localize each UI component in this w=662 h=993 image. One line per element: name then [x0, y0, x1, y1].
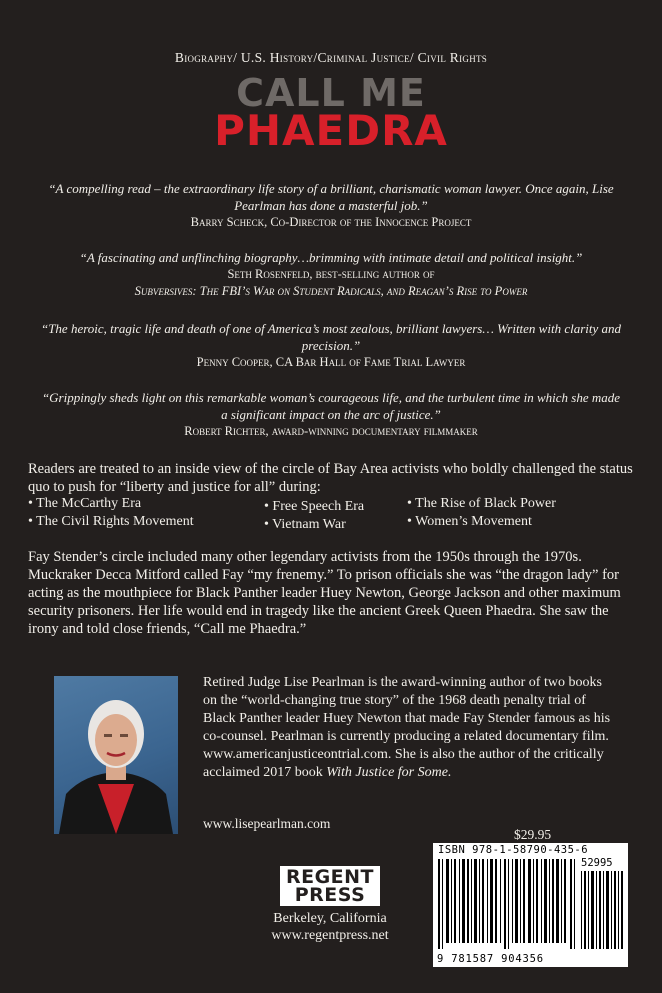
book-title [0, 71, 662, 155]
publisher-logo [280, 866, 380, 906]
publisher-city: Berkeley, California [273, 911, 387, 926]
intro-paragraph: Readers are treated to an inside view of the circle of Bay Area activists who boldly challenged the status quo to push for “liberty and justice for all” during: [28, 461, 633, 495]
addon-barcode-bars [581, 871, 623, 949]
quote-attribution: Seth Rosenfeld, best-selling author of [227, 267, 435, 281]
genre-line: Biography/ U.S. History/Criminal Justice/ Civil Rights [174, 50, 488, 65]
isbn-barcode [433, 843, 628, 967]
logo-line-2: PRESS [294, 884, 366, 906]
endorsement-quote [40, 249, 622, 300]
quote-attribution: Barry Scheck, Co-Director of the Innocence Project [190, 215, 472, 229]
list-item: • Free Speech Era [264, 499, 365, 514]
main-barcode-bars [438, 859, 576, 949]
endorsement-quote [40, 180, 622, 231]
barcode-digits: 9 781587 904356 [437, 953, 544, 965]
list-item: • Vietnam War [264, 517, 346, 532]
author-portrait-icon [54, 676, 178, 834]
quote-text: “Grippingly sheds light on this remarkable woman’s courageous life, and the turbulent time in which she made a significant impact on the arc of justice.” [41, 390, 621, 422]
bio-text: Retired Judge Lise Pearlman is the award-winning author of two books on the “world-changing true story” of the 1968 death penalty trial of Black Panther leader Huey Newton that made Fay Stender famous as his co-counsel. Pearlman is currently producing a related documentary film. www.americanjusticeontrial.com. She is also the author of the critically acclaimed 2017 book [203, 675, 611, 780]
author-photo [54, 676, 178, 834]
author-website: www.lisepearlman.com [203, 816, 331, 831]
barcode-addon-number: 52995 [581, 857, 613, 869]
title-line-1: CALL ME [236, 71, 426, 115]
author-bio [203, 674, 613, 782]
quote-book-title: Subversives: The FBI’s War on Student Radicals, and Reagan’s Rise to Power [134, 284, 528, 298]
list-item: • Women’s Movement [407, 514, 532, 529]
title-line-2: PHAEDRA [214, 106, 448, 155]
publisher-url: www.regentpress.net [271, 928, 389, 943]
quote-attribution: Robert Richter, award-winning documentary filmmaker [184, 424, 478, 438]
logo-line-1: REGENT [285, 866, 375, 888]
list-item: • The Rise of Black Power [407, 496, 556, 511]
bio-book-title: With Justice for Some. [326, 765, 452, 780]
publisher-block [255, 866, 405, 944]
isbn-label: ISBN 978-1-58790-435-6 [438, 844, 589, 856]
quote-text: “A compelling read – the extraordinary life story of a brilliant, charismatic woman lawyer. Once again, Lise Pearlman has done a masterful job.” [48, 181, 614, 213]
quote-text: “A fascinating and unflinching biography…brimming with intimate detail and political insight.” [79, 250, 583, 265]
endorsement-quote [40, 320, 622, 371]
endorsement-quote [40, 389, 622, 440]
quote-text: “The heroic, tragic life and death of one of America’s most zealous, brilliant lawyers… Written with clarity and precision.” [40, 321, 622, 353]
list-item: • The Civil Rights Movement [28, 514, 194, 529]
era-bullet-list [28, 495, 638, 535]
price-label: $29.95 [514, 827, 552, 842]
list-item: • The McCarthy Era [28, 496, 142, 511]
quote-attribution: Penny Cooper, CA Bar Hall of Fame Trial Lawyer [196, 355, 466, 369]
description-paragraph: Fay Stender’s circle included many other legendary activists from the 1950s through the 1970s. Muckraker Decca Mitford called Fay “my frenemy.” To prison officials she was “the dragon lady” for acting as the mouthpiece for Black Panther leader Huey Newton, George Jackson and other maximum security prisoners. Her life would end in tragedy like the ancient Greek Queen Phaedra. She saw the irony and told close friends, “Call me Phaedra.” [28, 549, 621, 637]
